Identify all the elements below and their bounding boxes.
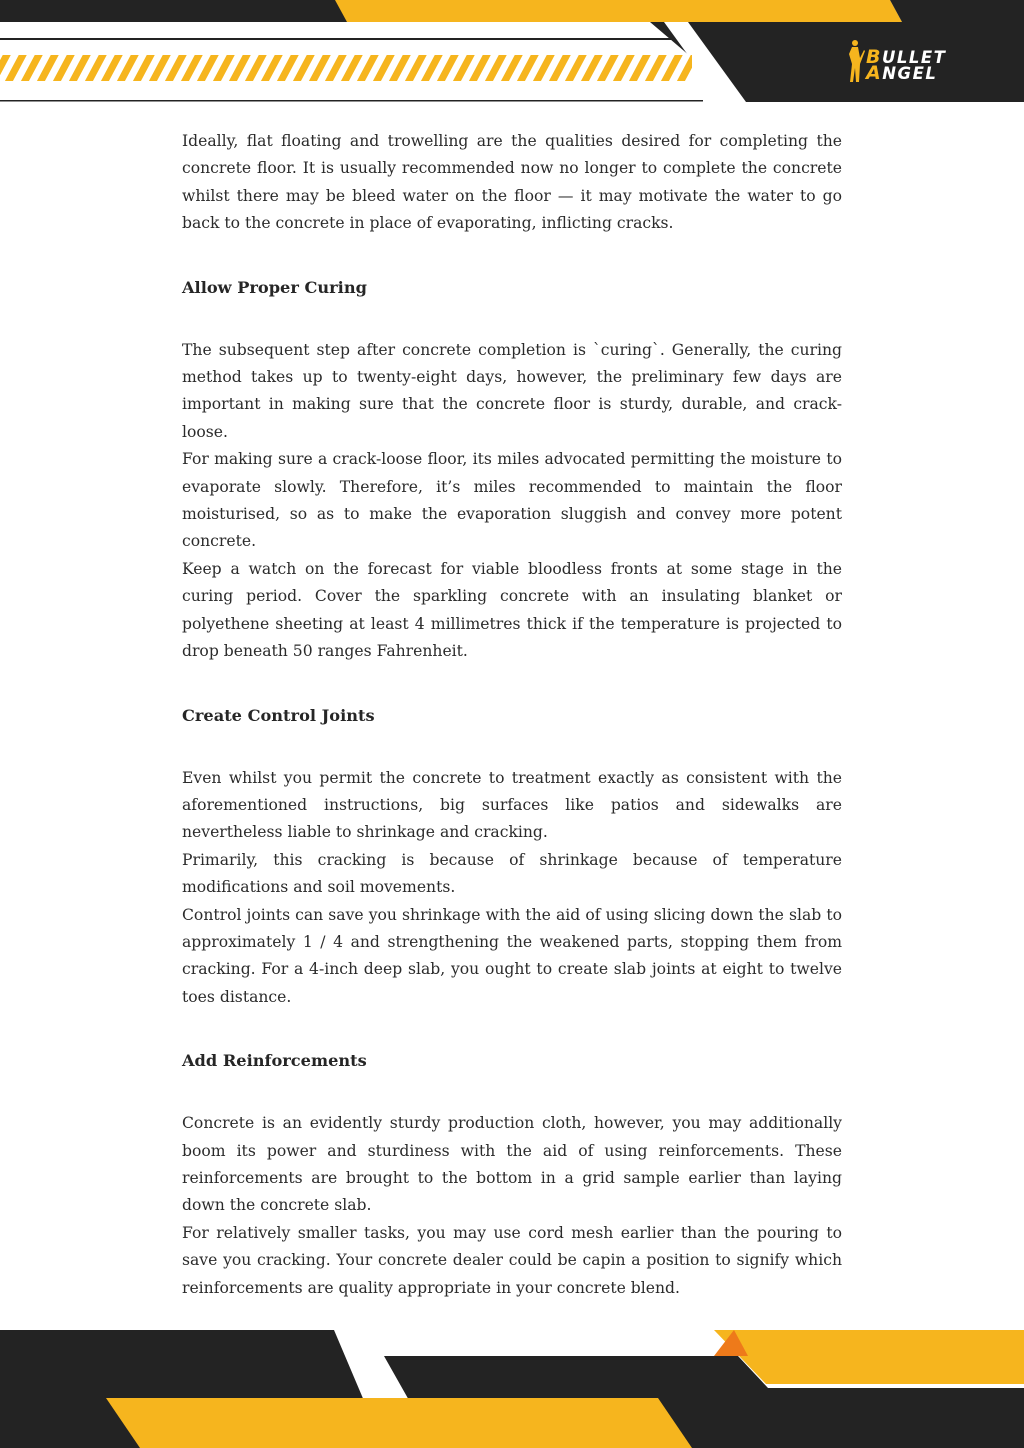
footer-banner — [0, 1328, 1024, 1448]
document-body — [182, 128, 842, 1381]
section-heading-reinforcements: Add Reinforcements — [182, 1051, 367, 1071]
paragraph: For relatively smaller tasks, you may use cord mesh earlier than the pouring to save you cracking. Your concrete dealer could be capin a position to signify which reinforcements are quality appropriate in your concrete blend. — [182, 1223, 842, 1297]
brand-logo — [846, 38, 976, 88]
paragraph: Keep a watch on the forecast for viable bloodless fronts at some stage in the curing period. Cover the sparkling concrete with an insulating blanket or polyethene sheeting at least 4 millimetres thick if the temperature is projected to drop beneath 50 ranges Fahrenheit. — [182, 559, 842, 661]
section-heading-control-joints: Create Control Joints — [182, 705, 375, 725]
paragraph: Control joints can save you shrinkage with the aid of using slicing down the slab to approximately 1 / 4 and strengthening the weakened parts, stopping them from cracking. For a 4-inch deep slab, you ought to create slab joints at eight to twelve toes distance. — [182, 905, 842, 1006]
paragraph: Even whilst you permit the concrete to treatment exactly as consistent with the aforementioned instructions, big surfaces like patios and sidewalks are nevertheless liable to shrinkage and cracking. — [182, 768, 842, 842]
paragraph: Primarily, this cracking is because of shrinkage because of temperature modifications and soil movements. — [182, 850, 842, 897]
paragraph: Concrete is an evidently sturdy production cloth, however, you may additionally boom its power and sturdiness with the aid of using reinforcements. These reinforcements are brought to the bottom in a grid sample earlier than laying down the concrete slab. — [182, 1114, 842, 1215]
logo-text-bullet: BULLET — [866, 46, 947, 68]
intro-paragraph: Ideally, flat floating and trowelling are the qualities desired for completing the concrete floor. It is usually recommended now no longer to complete the concrete whilst there may be bleed water on the floor — it may motivate the water to go back to the concrete in place of evaporating, inflicting cracks. — [182, 132, 842, 233]
logo-text-angel: ANGEL — [866, 62, 938, 84]
angel-figure-icon — [846, 38, 866, 86]
paragraph: The subsequent step after concrete completion is `curing`. Generally, the curing method takes up to twenty-eight days, however, the preliminary few days are important in making sure that the concrete floor is sturdy, durable, and crack-loose. — [182, 340, 842, 441]
paragraph: For making sure a crack-loose floor, its miles advocated permitting the moisture to evaporate slowly. Therefore, it’s miles recommended to maintain the floor moisturised, so as to make the evaporation sluggish and convey more potent concrete. — [182, 450, 842, 551]
section-heading-curing: Allow Proper Curing — [182, 277, 367, 297]
